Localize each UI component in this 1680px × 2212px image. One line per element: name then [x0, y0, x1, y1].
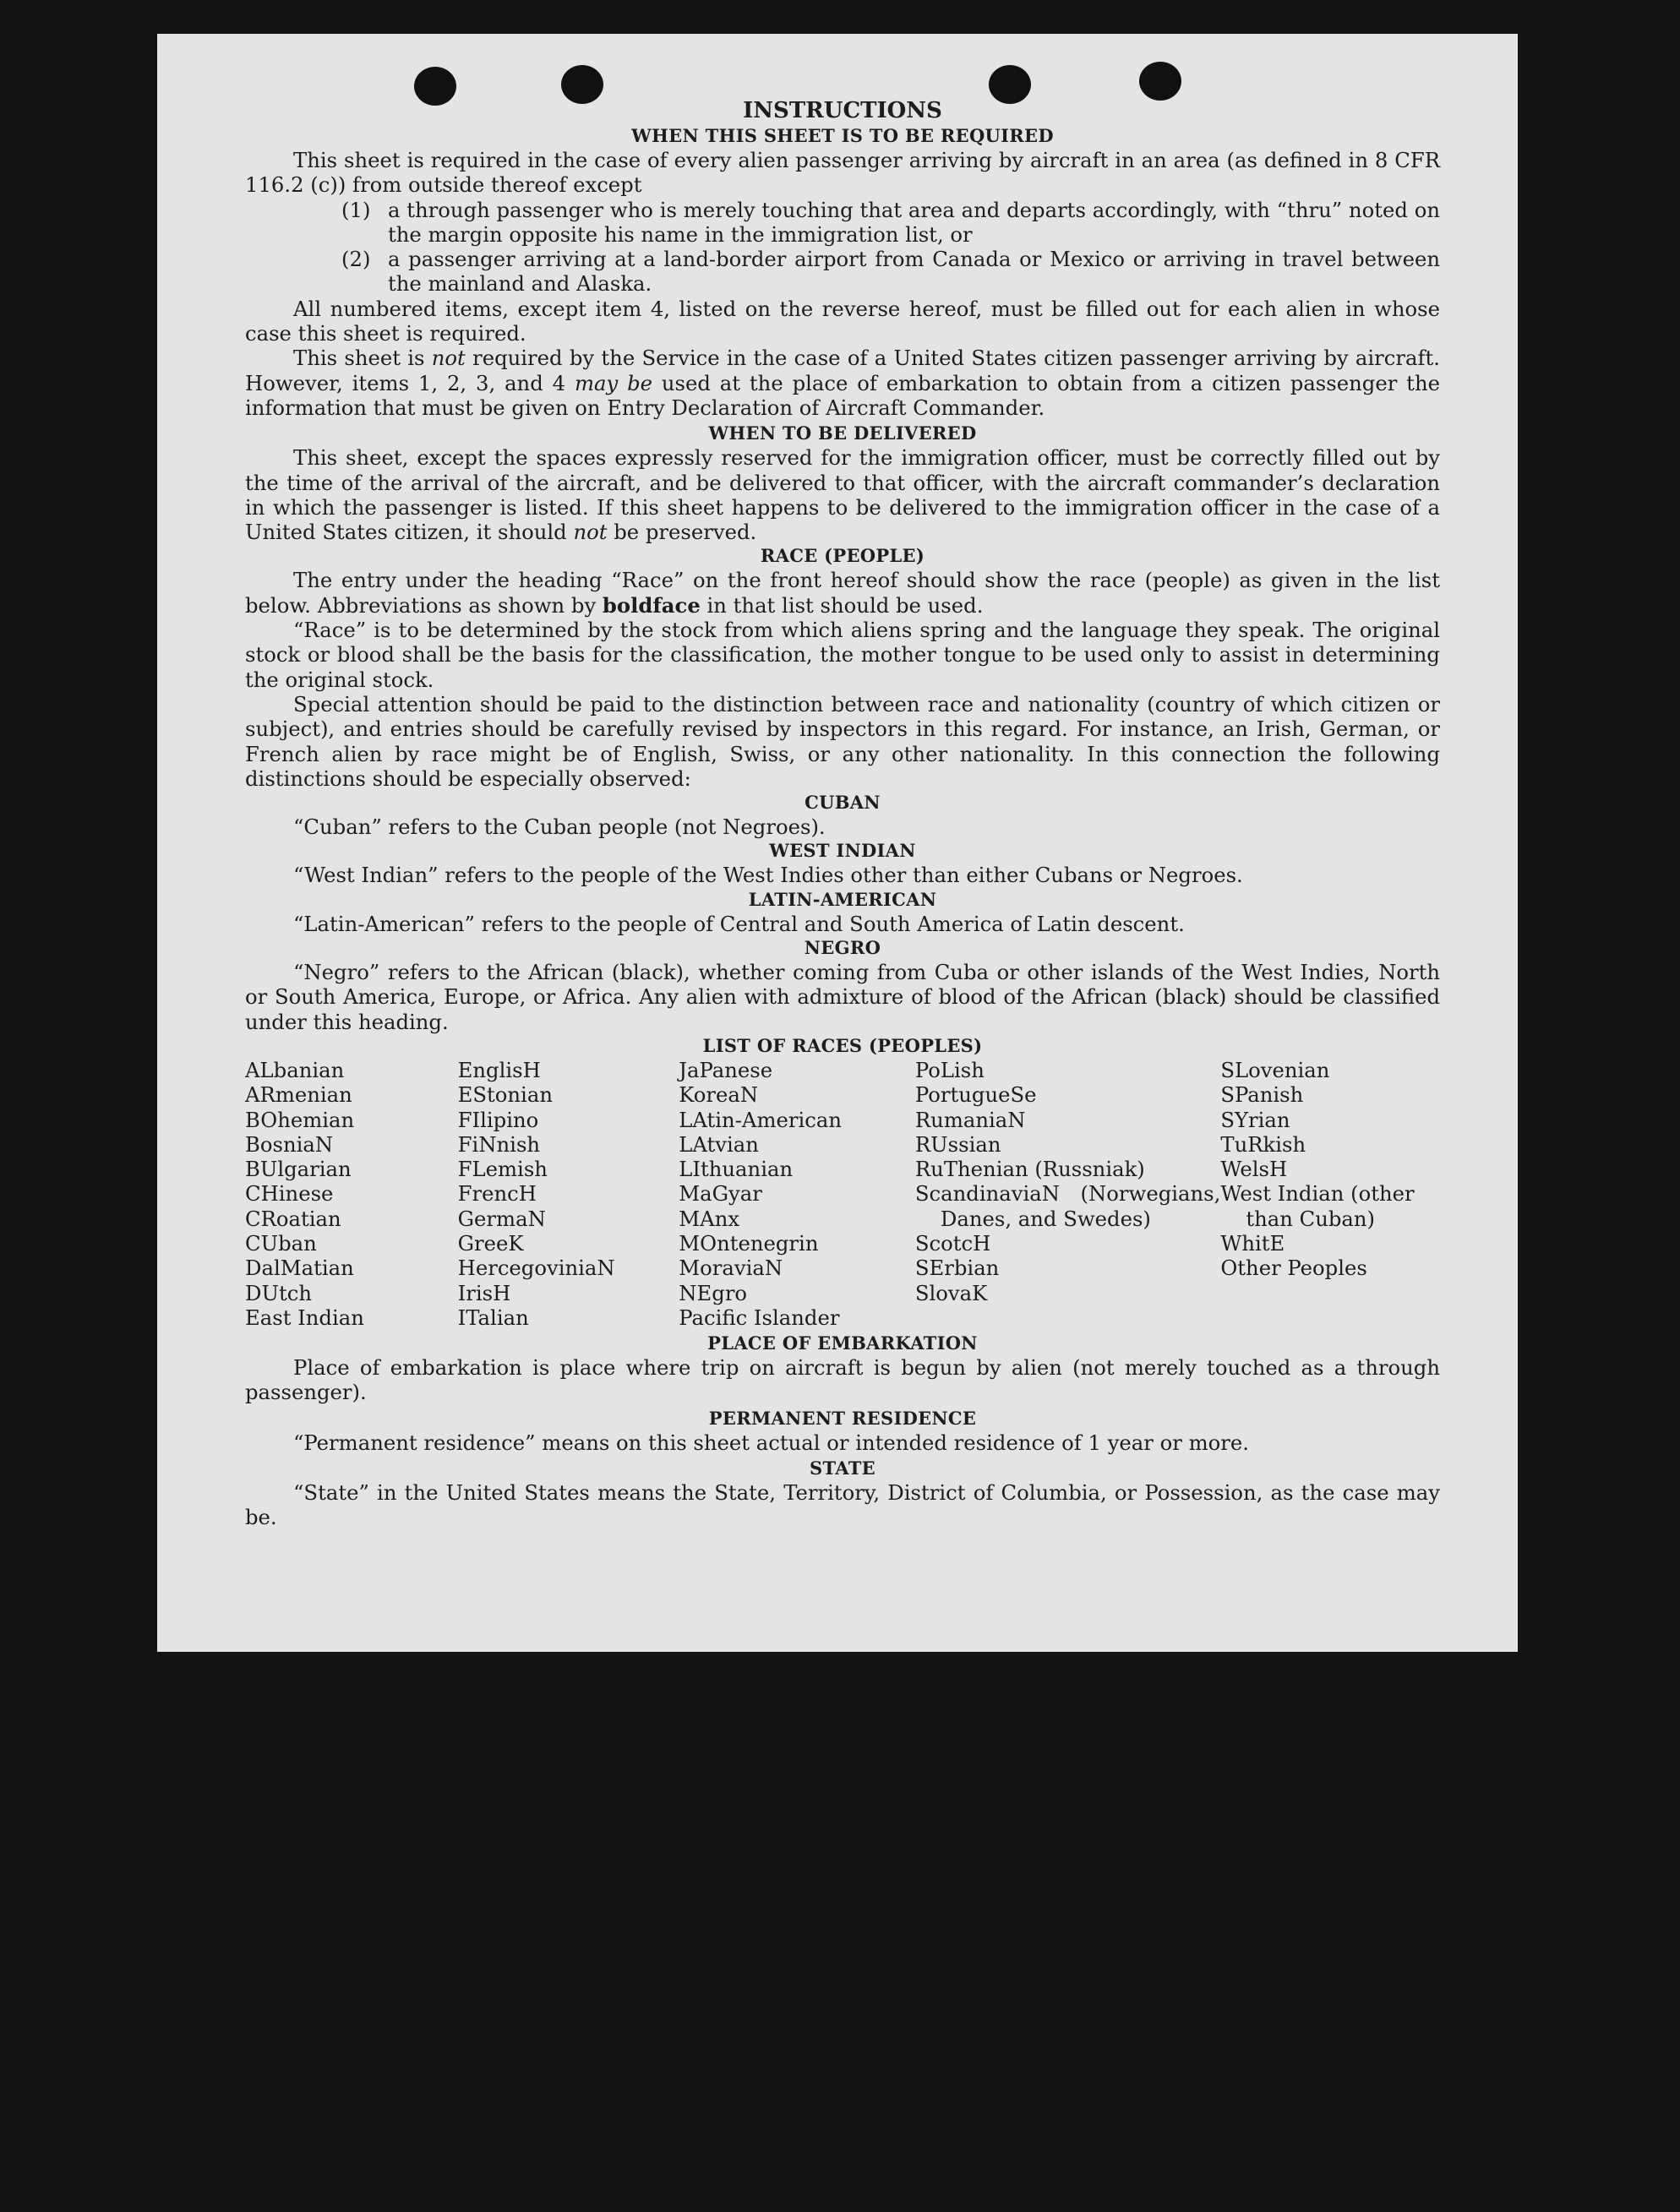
race-entry: LAtvian [679, 1131, 759, 1157]
punch-hole [414, 67, 456, 106]
race-entry: PoLish [914, 1057, 985, 1082]
paragraph: This sheet, except the spaces expressly reserved for the immigration officer, must be correctly filled out by the time of the arrival of the aircraft, and be delivered to that officer, with the aircraft commander’s declaration in which the passenger is listed. If this sheet happens to be delivered to the immigration officer in the case of a United States citizen, it should not be preserved. [245, 445, 1440, 545]
numbered-item [245, 198, 1440, 248]
race-entry: KoreaN [679, 1082, 759, 1108]
race-entry: SErbian [914, 1256, 1000, 1281]
item-number: (2) [341, 247, 371, 272]
item-text: a through passenger who is merely touching that area and departs accordingly, with “thru” noted on the margin opposite his name in the immigration list, or [388, 197, 1440, 247]
section-heading-when-required: WHEN THIS SHEET IS TO BE REQUIRED [631, 125, 1054, 146]
race-entry: TuRkish [1220, 1131, 1306, 1157]
punch-hole [989, 65, 1031, 104]
section-heading-latin-american: LATIN-AMERICAN [748, 888, 937, 910]
race-entry: BUlgarian [245, 1157, 352, 1182]
race-entry: SlovaK [914, 1280, 988, 1305]
race-entry: SLovenian [1220, 1057, 1330, 1082]
race-entry: ARmenian [245, 1082, 352, 1108]
paragraph: “Permanent residence” means on this sheet actual or intended residence of 1 year or more. [293, 1430, 1249, 1455]
race-entry: HercegoviniaN [457, 1256, 615, 1281]
emphasis: not [573, 520, 608, 545]
paragraph: “Negro” refers to the African (black), whether coming from Cuba or other islands of the West Indies, North or South America, Europe, or Africa. Any alien with admixture of blood of the African (black) should be classified under this heading. [245, 960, 1440, 1034]
race-entry: IrisH [457, 1280, 511, 1305]
race-entry: CUban [245, 1230, 317, 1256]
paragraph: “Race” is to be determined by the stock from which aliens spring and the language they speak. The original stock or blood shall be the basis for the classification, the mother tongue to be used only to assist in determining the original stock. [245, 618, 1440, 692]
section-heading-residence: PERMANENT RESIDENCE [708, 1407, 977, 1429]
race-entry: GermaN [457, 1206, 546, 1231]
race-entry: EStonian [457, 1082, 553, 1108]
races-column [245, 1058, 458, 1330]
race-entry: RumaniaN [914, 1107, 1026, 1132]
paragraph: “Cuban” refers to the Cuban people (not Negroes). [293, 815, 826, 840]
race-entry: FIlipino [457, 1107, 539, 1132]
race-entry: East Indian [245, 1305, 364, 1330]
race-entry: BosniaN [245, 1131, 334, 1157]
paragraph: This sheet is not required by the Service in the case of a United States citizen passenger arriving by aircraft. However, items 1, 2, 3, and 4 may be used at the place of embarkation to obtain from a citizen passenger the information that must be given on Entry Declaration of Aircraft Commander. [245, 346, 1440, 420]
emphasis: may be [574, 370, 653, 395]
race-entry: ScandinaviaN (Norwegians, Danes, and Swedes) [914, 1181, 1221, 1231]
races-column [915, 1058, 1220, 1330]
race-entry: MoraviaN [679, 1256, 783, 1281]
races-column [1220, 1058, 1440, 1330]
section-heading-negro: NEGRO [804, 937, 881, 959]
race-entry: WhitE [1220, 1230, 1285, 1256]
paragraph: Place of embarkation is place where trip on aircraft is begun by alien (not merely touched as a through passenger). [245, 1355, 1440, 1405]
race-entry: BOhemian [245, 1107, 355, 1132]
section-heading-west-indian: WEST INDIAN [769, 840, 916, 862]
race-entry: West Indian (other than Cuban) [1220, 1181, 1415, 1231]
races-column [458, 1058, 679, 1330]
race-entry: DalMatian [245, 1256, 354, 1281]
race-entry: MAnx [679, 1206, 740, 1231]
paragraph: The entry under the heading “Race” on the front hereof should show the race (people) as given in the list below. Abbreviations as shown by boldface in that list should be used. [245, 568, 1440, 618]
paragraph: “Latin-American” refers to the people of Central and South America of Latin descent. [293, 911, 1185, 936]
numbered-item [245, 247, 1440, 297]
race-entry: LAtin-American [679, 1107, 843, 1132]
race-entry: FLemish [457, 1157, 548, 1182]
race-entry: RuThenian (Russniak) [914, 1157, 1145, 1182]
races-column [679, 1058, 915, 1330]
paragraph: “State” in the United States means the State, Territory, District of Columbia, or Possession, as the case may be. [245, 1480, 1440, 1530]
race-entry: NEgro [679, 1280, 748, 1305]
race-entry: ALbanian [245, 1057, 345, 1082]
race-entry: EnglisH [457, 1057, 541, 1082]
paragraph: “West Indian” refers to the people of the West Indies other than either Cubans or Negroes. [293, 863, 1243, 888]
race-entry: FiNnish [457, 1131, 541, 1157]
race-entry: CRoatian [245, 1206, 341, 1231]
race-entry: MOntenegrin [679, 1230, 819, 1256]
page-title: INSTRUCTIONS [743, 98, 942, 123]
item-text: a passenger arriving at a land-border airport from Canada or Mexico or arriving in travel between the mainland and Alaska. [388, 247, 1440, 297]
race-entry: FrencH [457, 1181, 537, 1207]
race-entry: SPanish [1220, 1082, 1304, 1108]
section-heading-embarkation: PLACE OF EMBARKATION [707, 1332, 978, 1354]
section-heading-races-list: LIST OF RACES (PEOPLES) [702, 1034, 983, 1056]
race-entry: PortugueSe [914, 1082, 1037, 1108]
emphasis: not [431, 346, 466, 371]
race-entry: Pacific Islander [679, 1305, 840, 1330]
race-entry: CHinese [245, 1181, 334, 1207]
race-entry: MaGyar [679, 1181, 762, 1207]
section-heading-cuban: CUBAN [805, 792, 881, 814]
item-number: (1) [341, 197, 371, 222]
section-heading-state: STATE [810, 1457, 875, 1479]
race-entry: LIthuanian [679, 1157, 794, 1182]
paragraph: This sheet is required in the case of every alien passenger arriving by aircraft in an area (as defined in 8 CFR 116.2 (c)) from outside thereof except [245, 148, 1440, 198]
instruction-sheet [157, 34, 1518, 1652]
race-entry: ScotcH [914, 1230, 991, 1256]
race-entry: DUtch [245, 1280, 312, 1305]
punch-hole [561, 65, 603, 104]
race-entry: WelsH [1220, 1157, 1288, 1182]
race-entry: JaPanese [679, 1057, 773, 1082]
race-entry: Other Peoples [1220, 1256, 1367, 1281]
paragraph: All numbered items, except item 4, listed on the reverse hereof, must be filled out for each alien in whose case this sheet is required. [245, 296, 1440, 346]
paragraph: Special attention should be paid to the distinction between race and nationality (country of which citizen or subject), and entries should be carefully revised by inspectors in this regard. For instance, an Irish, German, or French alien by race might be of English, Swiss, or any other nationality. In this connection the following distinctions should be especially observed: [245, 691, 1440, 791]
races-list [245, 1058, 1440, 1330]
race-entry: GreeK [457, 1230, 524, 1256]
race-entry: SYrian [1220, 1107, 1290, 1132]
section-heading-race: RACE (PEOPLE) [760, 545, 925, 567]
emphasis: boldface [602, 592, 701, 618]
race-entry: ITalian [457, 1305, 529, 1330]
punch-hole [1139, 62, 1181, 101]
race-entry: RUssian [914, 1131, 1001, 1157]
section-heading-when-delivered: WHEN TO BE DELIVERED [708, 422, 977, 444]
